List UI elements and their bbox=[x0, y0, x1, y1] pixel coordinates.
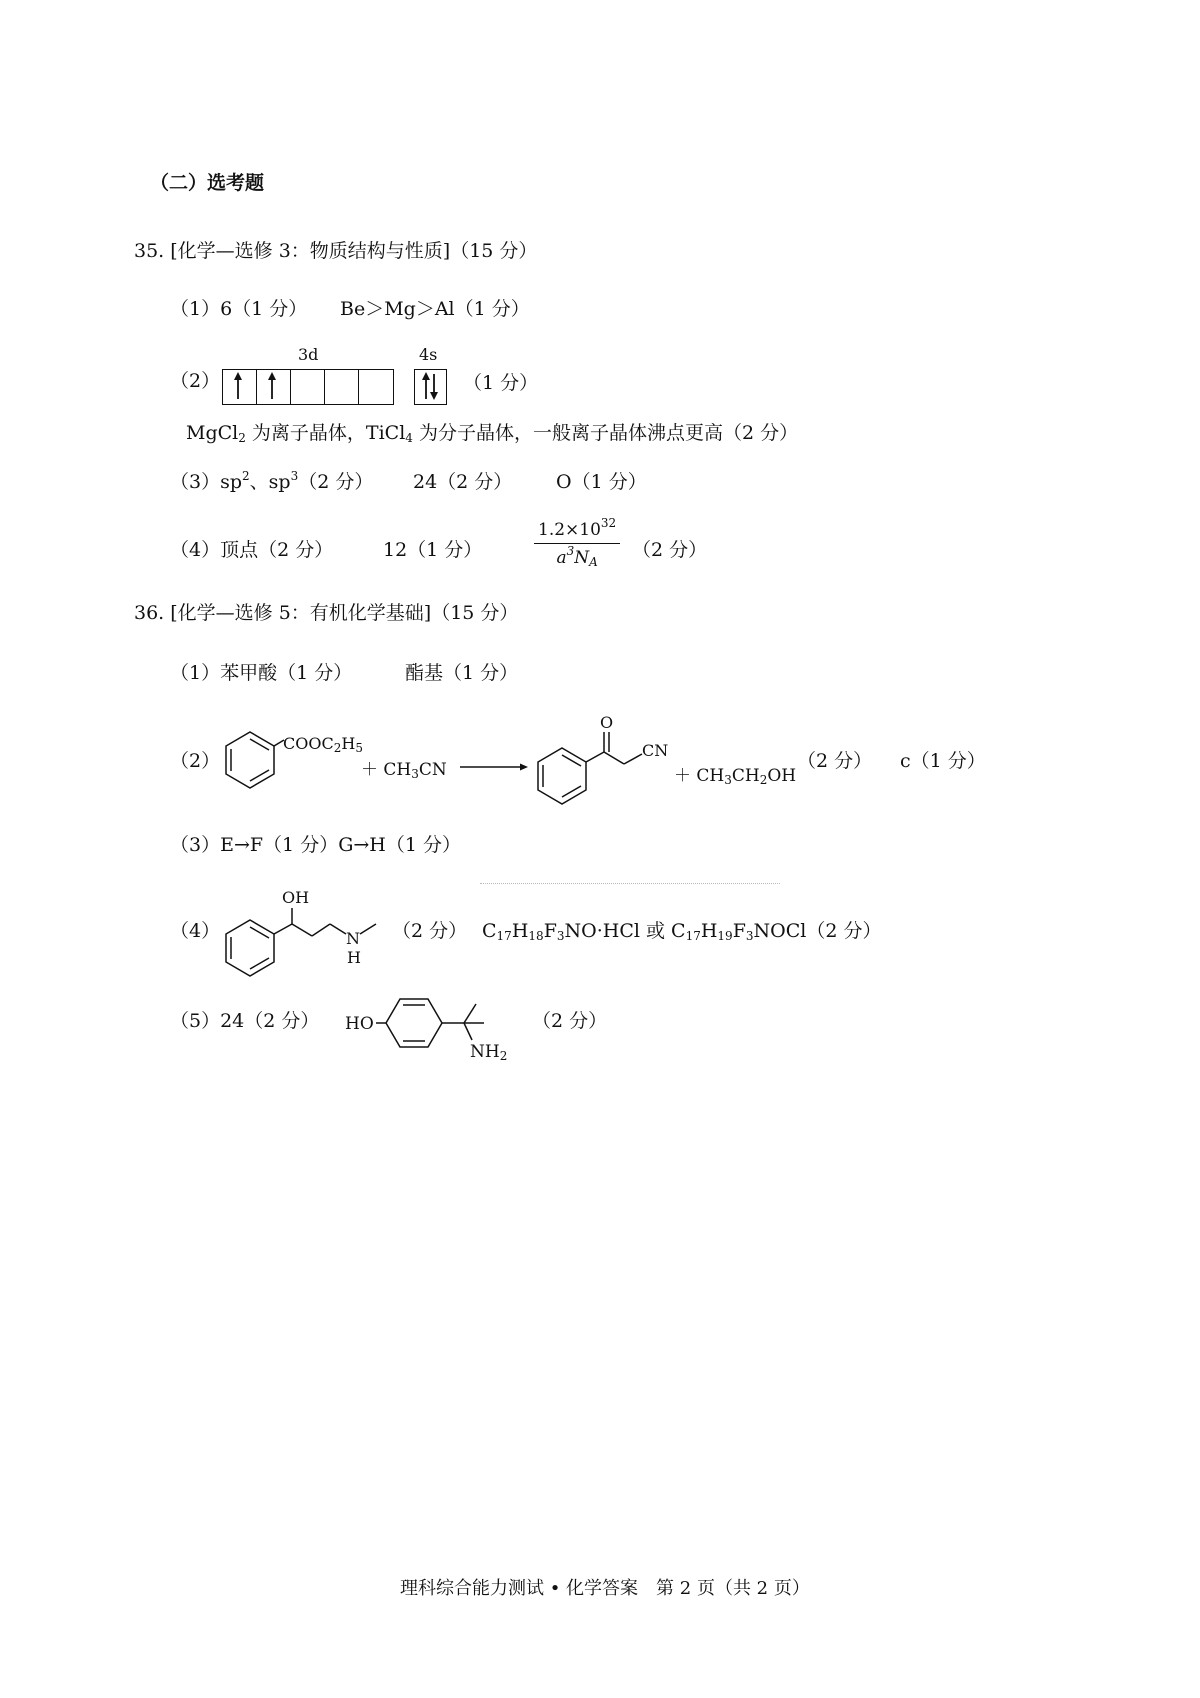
amine-n-label: N bbox=[346, 929, 360, 948]
nitrile-label: CN bbox=[642, 741, 669, 760]
amino-group: $NH_2$ bbox=[470, 1042, 508, 1063]
q35-p1-order: Be＞Mg＞Al（1 分） bbox=[340, 298, 530, 320]
acetonitrile: ＋ $CH_3CN$ bbox=[361, 760, 447, 781]
q36-p2-ans2: c（1 分） bbox=[900, 750, 986, 772]
q35-p4-ans2: 12（1 分） bbox=[383, 539, 483, 561]
q36-p4-formulas: $C_{17}H_{18}F_3NO\cdot HCl$ 或 $C_{17}H_{19}F_3NOCl(2$ 分） bbox=[482, 920, 882, 943]
ester-group: $COOC_2H_5$ bbox=[283, 734, 363, 755]
q36-p5-score: （2 分） bbox=[532, 1010, 608, 1032]
faint-dotted-rule bbox=[480, 883, 780, 884]
q36-p2-lead: （2） bbox=[170, 750, 221, 772]
q35-p4-lead: （4）顶点（2 分） bbox=[170, 539, 334, 561]
q36-p2-score: （2 分） bbox=[797, 750, 873, 772]
hydroxyl-ho-label: HO bbox=[345, 1014, 374, 1034]
benzoylacetonitrile-structure-icon bbox=[530, 713, 680, 808]
label-3d: 3d bbox=[298, 345, 319, 364]
amino-alcohol-structure-icon bbox=[218, 888, 398, 988]
q35-p2-explanation: MgCl$_2$ 为离子晶体，TiCl$_4$ 为分子晶体，一般离子晶体沸点更高（2 分） bbox=[186, 422, 799, 445]
reaction-arrow-icon bbox=[460, 762, 530, 772]
q35-p3-ans3: O（1 分） bbox=[556, 471, 647, 493]
density-fraction: $\frac{1.2\times 10^{32}}{a^3N_A}$ bbox=[534, 520, 620, 568]
q35-p3-lead: $(3)sp^2$、$sp^3(2$ 分） bbox=[170, 469, 374, 493]
q36-p4-score1: （2 分） bbox=[392, 920, 468, 942]
carbonyl-oxygen-label: O bbox=[600, 713, 614, 732]
spin-up-arrows-icon bbox=[222, 369, 392, 405]
label-4s: 4s bbox=[419, 345, 438, 364]
q36-title: 36. [化学—选修 5：有机化学基础]（15 分） bbox=[134, 602, 519, 624]
q36-p1-ans2: 酯基（1 分） bbox=[405, 662, 519, 684]
q35-p2-lead: （2） bbox=[170, 370, 221, 392]
q35-p2-score: （1 分） bbox=[463, 372, 539, 394]
q36-p3-text: （3）E→F（1 分）G→H（1 分） bbox=[170, 834, 461, 856]
section-heading: （二）选考题 bbox=[150, 172, 265, 194]
q36-p5-lead: （5）24（2 分） bbox=[170, 1010, 320, 1032]
amine-h-label: H bbox=[347, 948, 361, 967]
page-footer: 理科综合能力测试 • 化学答案 第 2 页（共 2 页） bbox=[400, 1578, 810, 1599]
q36-p4-lead: （4） bbox=[170, 920, 221, 942]
q35-p4-score: （2 分） bbox=[632, 539, 708, 561]
q36-p1-lead: （1）苯甲酸（1 分） bbox=[170, 662, 353, 684]
hydroxyl-label: OH bbox=[282, 888, 310, 907]
ethanol: ＋ $CH_3CH_2OH$ bbox=[674, 766, 797, 787]
q35-title: 35. [化学—选修 3：物质结构与性质]（15 分） bbox=[134, 240, 538, 262]
paired-spin-arrows-icon bbox=[414, 369, 447, 405]
q35-p1-lead: （1）6（1 分） bbox=[170, 298, 308, 320]
q35-p3-ans2: 24（2 分） bbox=[413, 471, 513, 493]
